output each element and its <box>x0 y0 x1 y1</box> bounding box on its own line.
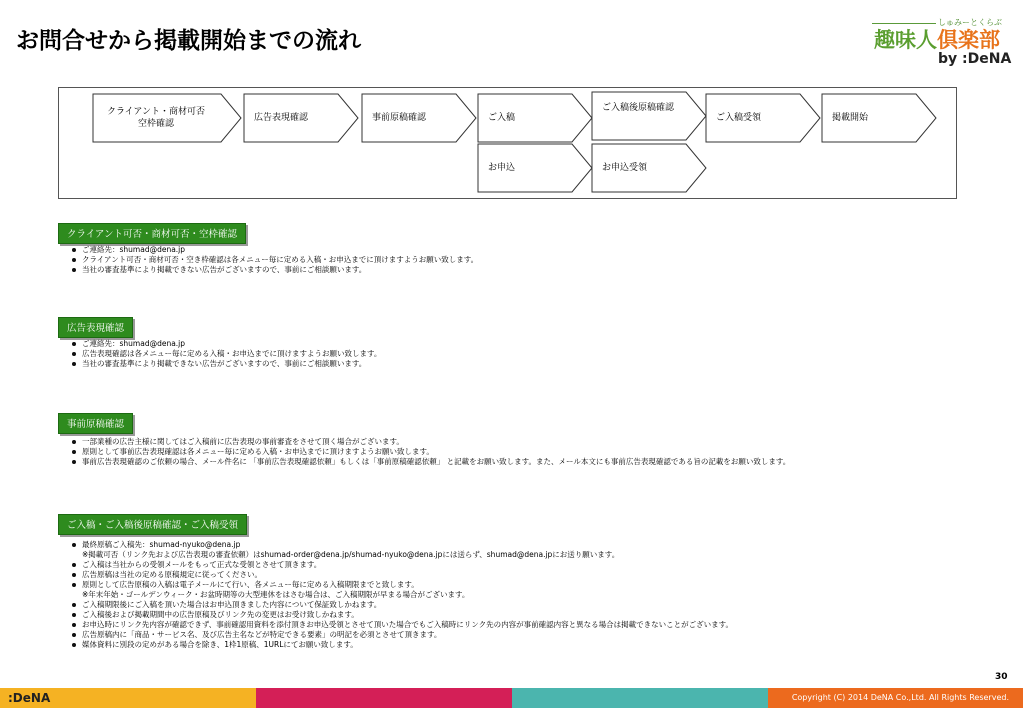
list-item: 一部業種の広告主様に関してはご入稿前に広告表現の事前審査をさせて頂く場合がございます。 <box>72 437 790 447</box>
section-pre-review <box>58 412 791 466</box>
flow-step-label: 広告表現確認 <box>254 113 309 123</box>
list-item: 原則として広告原稿の入稿は電子メールにて行い、各メニュー毎に定める入稿期限までと致します。 ※年末年始・ゴールデンウィーク・お盆時期等の大型連休をはさむ場合は、ご入稿期限が早まる場合がございます。 <box>72 580 733 600</box>
bullet-list <box>72 339 381 369</box>
list-item: ご入稿は当社からの受領メールをもって正式な受領とさせて頂きます。 <box>72 560 733 570</box>
flow-step-label: お申込 <box>488 163 516 173</box>
list-item: ご連絡先：shumad@dena.jp <box>72 245 478 255</box>
footer-bar <box>0 688 1023 708</box>
logo-subtitle: しゅみーとくらぶ <box>938 18 1002 27</box>
section-heading: ご入稿・ご入稿後原稿確認・ご入稿受領 <box>58 514 247 535</box>
list-item: 当社の審査基準により掲載できない広告がございますので、事前にご相談願います。 <box>72 359 381 369</box>
brand-logo <box>872 20 1012 72</box>
section-ad-expression <box>58 316 382 368</box>
flow-step-label: 事前原稿確認 <box>372 113 427 123</box>
list-item: 最終原稿ご入稿先：shumad-nyuko@dena.jp ※掲載可否（リンク先および広告表現の審査依頼）はshumad-order@dena.jp/shumad-nyuko@dena.jpには送らず、shumad@dena.jpにお送り願います。 <box>72 540 733 560</box>
list-item: クライアント可否・商材可否・空き枠確認は各メニュー毎に定める入稿・お申込までに頂けますようお願い致します。 <box>72 255 478 265</box>
footer-brand: :DeNA <box>8 691 51 705</box>
flow-step-label: ご入稿 <box>488 113 516 123</box>
list-item: 事前広告表現確認のご依頼の場合、メール件名に 「事前広告表現確認依頼」もしくは「事前原稿確認依頼」 と記載をお願い致します。また、メール本文にも事前広告表現確認である旨の記載をお願い致します。 <box>72 457 790 467</box>
footer-segment-red <box>256 688 512 708</box>
bullet-list <box>72 437 790 467</box>
flow-step-label: ご入稿受領 <box>716 113 762 123</box>
list-item: ご連絡先：shumad@dena.jp <box>72 339 381 349</box>
bullet-list <box>72 245 478 275</box>
list-item: 広告原稿は当社の定める原稿規定に従ってください。 <box>72 570 733 580</box>
section-client-check <box>58 222 479 274</box>
page-title: お問合せから掲載開始までの流れ <box>16 28 361 54</box>
flow-step-label: 掲載開始 <box>832 113 869 123</box>
flow-step-label: ご入稿後原稿確認 <box>602 103 675 113</box>
footer-copyright: Copyright (C) 2014 DeNA Co.,Ltd. All Rights Reserved. <box>791 693 1009 702</box>
note: ※掲載可否（リンク先および広告表現の審査依頼）はshumad-order@dena.jp/shumad-nyuko@dena.jpには送らず、shumad@dena.jpにお送り願います。 <box>82 550 620 559</box>
logo-title: 趣味人倶楽部 <box>874 28 1000 52</box>
list-item: ご入稿後および掲載期間中の広告原稿及びリンク先の変更はお受け致しかねます。 <box>72 610 733 620</box>
logo-by-dena: by :DeNA <box>938 51 1012 67</box>
section-heading: 広告表現確認 <box>58 317 133 338</box>
section-heading: クライアント可否・商材可否・空枠確認 <box>58 223 246 244</box>
list-item: 広告原稿内に「商品・サービス名、及び広告主名などが特定できる要素」の明記を必須とさせて頂きます。 <box>72 630 733 640</box>
list-item: 原則として事前広告表現確認は各メニュー毎に定める入稿・お申込までに頂けますようお願い致します。 <box>72 447 790 457</box>
list-item: お申込時にリンク先内容が確認できず、事前確認用資料を添付頂きお申込受領とさせて頂いた場合でもご入稿時にリンク先の内容が事前確認内容と異なる場合は掲載できないことがございます。 <box>72 620 733 630</box>
note: ※年末年始・ゴールデンウィーク・お盆時期等の大型連休をはさむ場合は、ご入稿期限が早まる場合がございます。 <box>82 590 470 599</box>
list-item: 当社の審査基準により掲載できない広告がございますので、事前にご相談願います。 <box>72 265 478 275</box>
section-heading: 事前原稿確認 <box>58 413 133 434</box>
flow-step-label: お申込受領 <box>602 163 648 173</box>
footer-segment-teal <box>512 688 768 708</box>
list-item: ご入稿期限後にご入稿を頂いた場合はお申込頂きました内容について保証致しかねます。 <box>72 600 733 610</box>
page-number: 30 <box>995 672 1008 682</box>
flow-step-label: クライアント・商材可否 空枠確認 <box>106 107 206 129</box>
section-submission <box>58 513 733 649</box>
bullet-list <box>72 540 733 650</box>
list-item: 広告表現確認は各メニュー毎に定める入稿・お申込までに頂けますようお願い致します。 <box>72 349 381 359</box>
list-item: 媒体資料に別段の定めがある場合を除き、1枠1原稿、1URLにてお願い致します。 <box>72 640 733 650</box>
